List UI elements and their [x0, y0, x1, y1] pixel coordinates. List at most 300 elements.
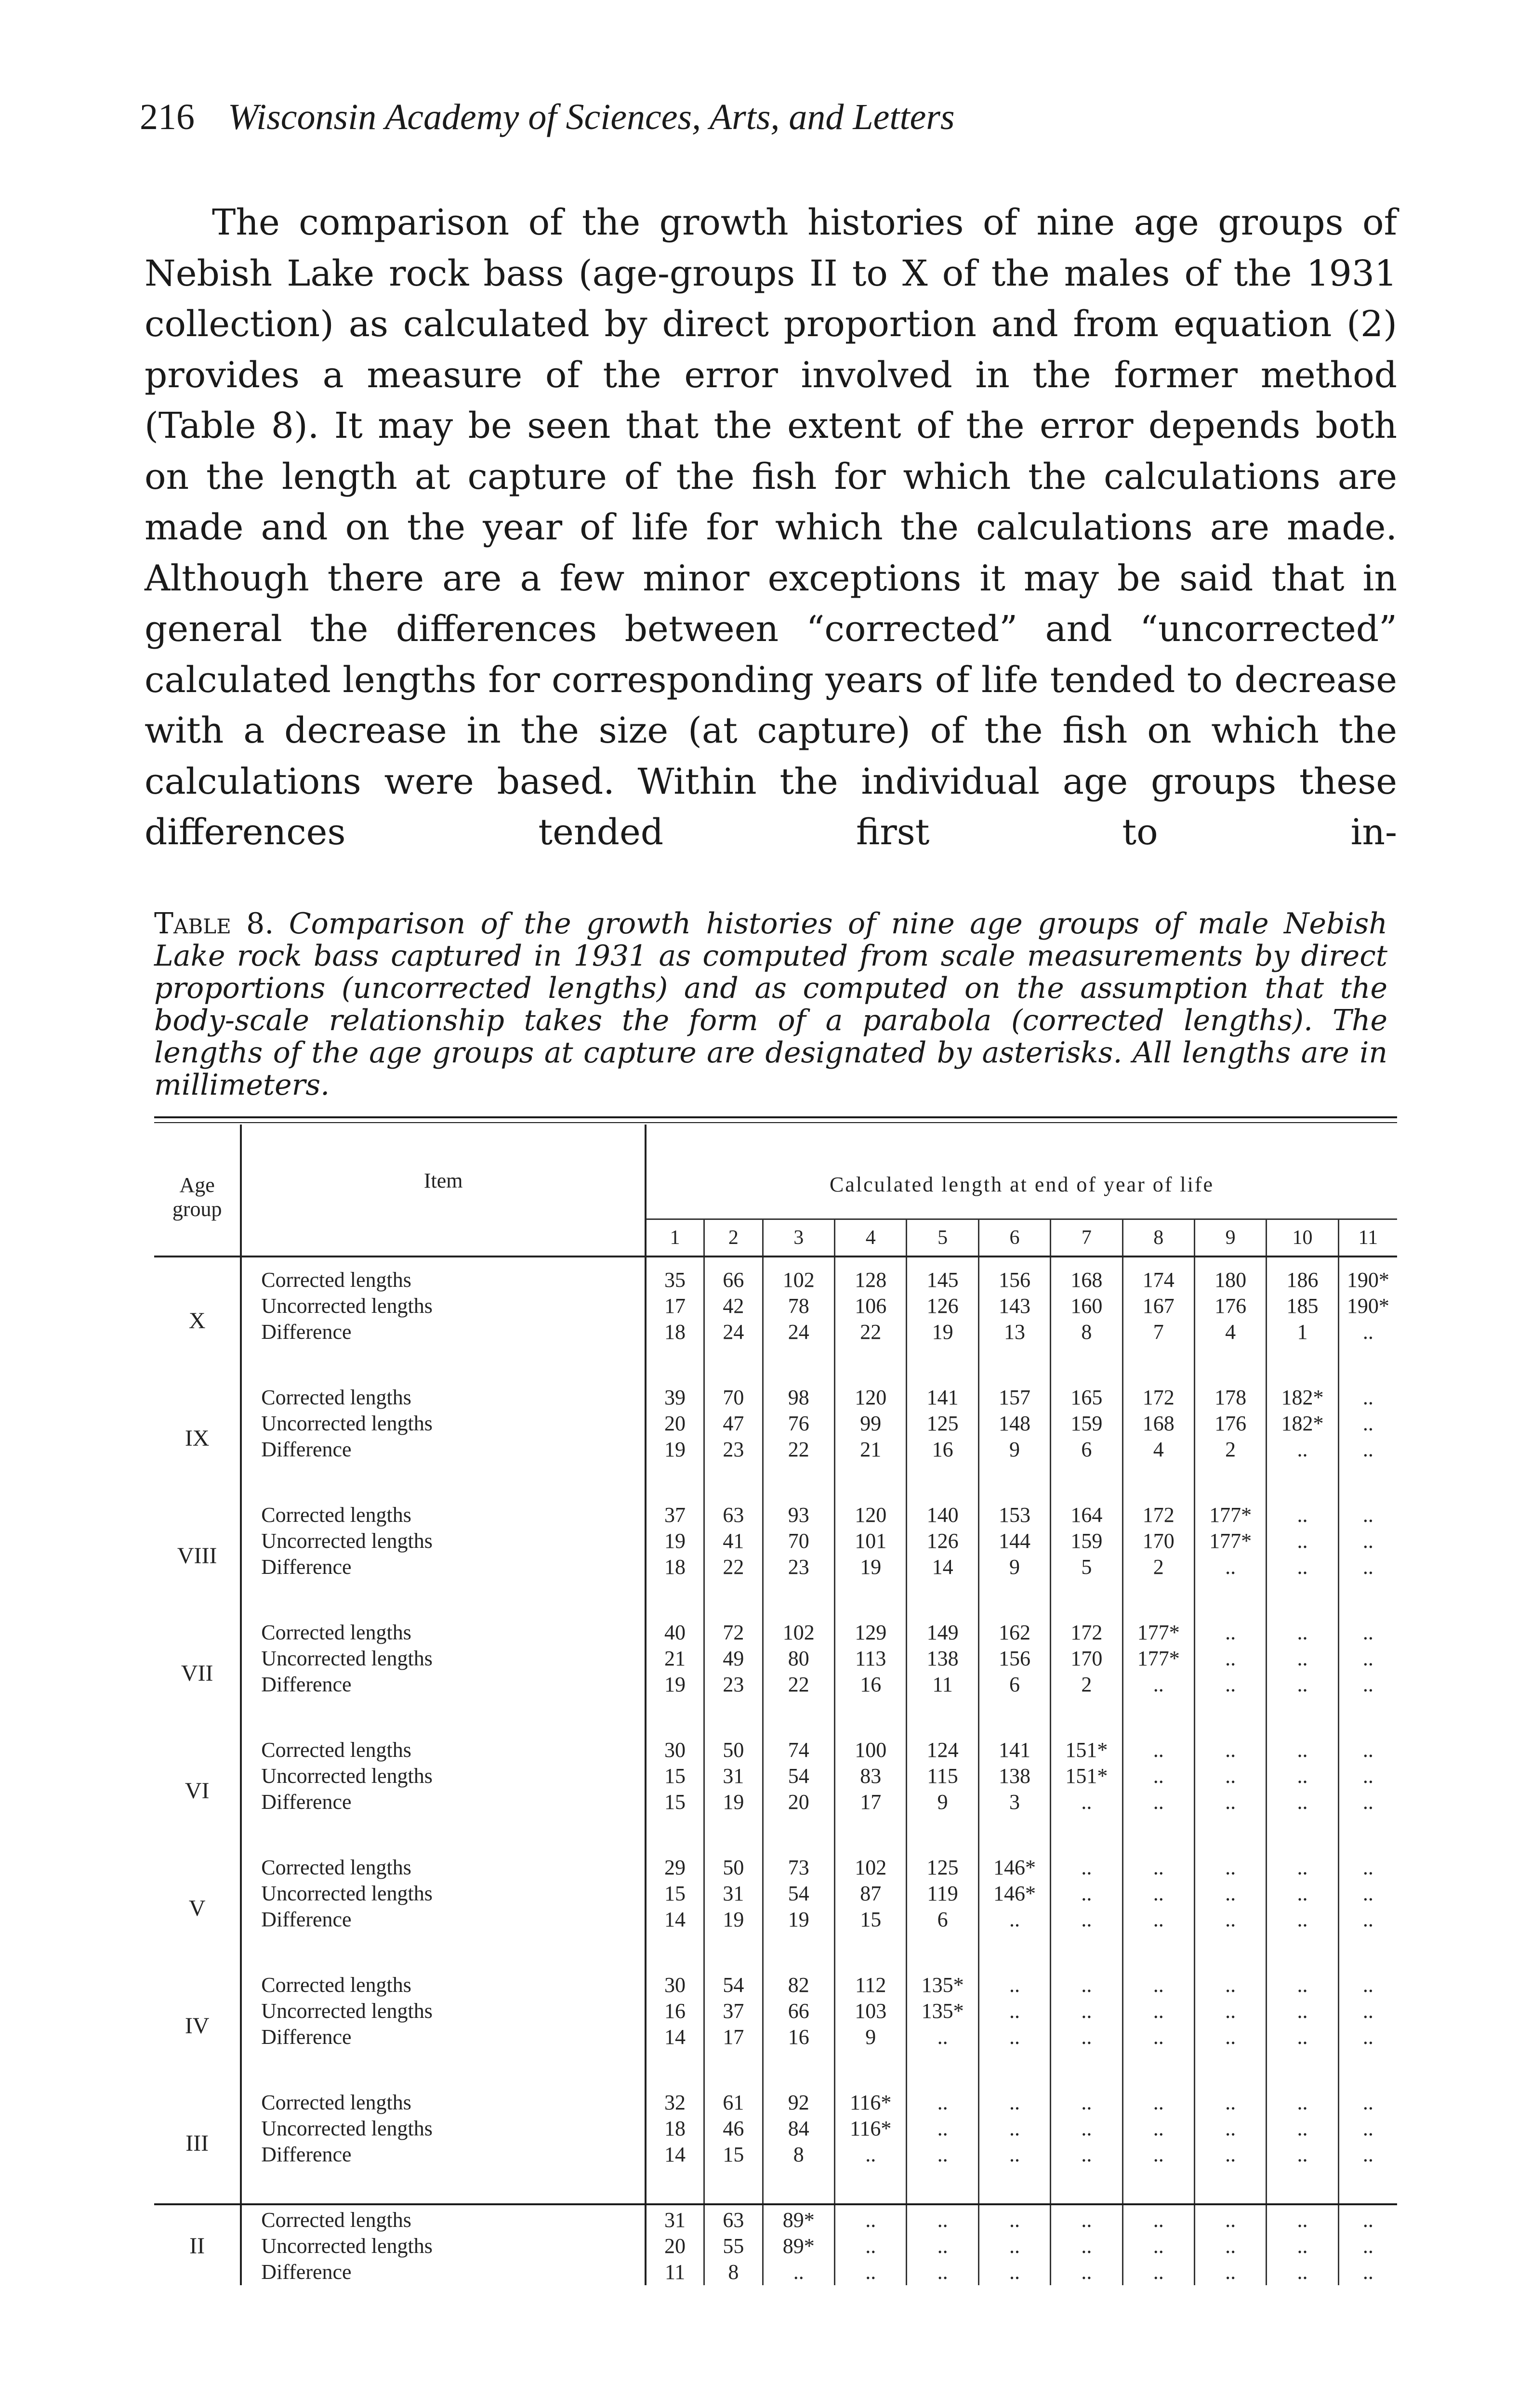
- length-value: 63: [704, 2198, 763, 2233]
- length-value: ..: [1122, 2142, 1194, 2198]
- length-value: 74: [763, 1727, 834, 1763]
- length-value: 145: [907, 1256, 978, 1293]
- table-row: [154, 2259, 1397, 2285]
- item-label: Difference: [241, 1672, 646, 1727]
- length-value: ..: [1362, 1320, 1373, 1344]
- length-value: 7: [1122, 1319, 1194, 1375]
- length-value: ..: [1267, 1554, 1338, 1610]
- age-group-label: VII: [154, 1610, 241, 1727]
- item-label: Difference: [241, 1554, 646, 1610]
- length-value: 186: [1267, 1256, 1338, 1293]
- length-value: ..: [1362, 1882, 1373, 1905]
- length-value: 54: [704, 1963, 763, 1998]
- length-value: ..: [1122, 1907, 1194, 1963]
- length-value: ..: [1051, 2142, 1122, 2198]
- length-value: 73: [763, 1845, 834, 1881]
- length-value: ..: [1362, 2260, 1373, 2284]
- length-value: 18: [646, 2116, 704, 2142]
- length-value: 168: [1051, 1256, 1122, 1293]
- length-value: 170: [1122, 1528, 1194, 1554]
- length-value: ..: [1194, 2024, 1266, 2080]
- length-value: ..: [907, 2080, 978, 2116]
- length-value: 37: [704, 1998, 763, 2024]
- table-row: [154, 1881, 1397, 1907]
- table-row: [154, 1492, 1397, 1528]
- length-value: 72: [704, 1610, 763, 1646]
- length-value: 185: [1267, 1293, 1338, 1319]
- length-value: ..: [1122, 1727, 1194, 1763]
- length-value: ..: [978, 2116, 1050, 2142]
- length-value: ..: [1051, 2233, 1122, 2259]
- length-value: 172: [1122, 1375, 1194, 1411]
- length-value: ..: [1267, 1907, 1338, 1963]
- item-label: Uncorrected lengths: [241, 1881, 646, 1907]
- length-value: ..: [978, 2233, 1050, 2259]
- length-value: 49: [704, 1646, 763, 1672]
- length-value: ..: [1194, 1845, 1266, 1881]
- length-value: ..: [1267, 1881, 1338, 1907]
- length-value: ..: [1362, 1438, 1373, 1461]
- length-value: 23: [704, 1437, 763, 1492]
- length-value: 98: [763, 1375, 834, 1411]
- length-value: 24: [763, 1319, 834, 1375]
- length-value: 8: [1051, 1319, 1122, 1375]
- length-value: ..: [1267, 2116, 1338, 2142]
- length-value: 3: [978, 1789, 1050, 1845]
- length-value: ..: [978, 2259, 1050, 2285]
- length-value: 22: [763, 1672, 834, 1727]
- length-value: ..: [1267, 1998, 1338, 2024]
- length-value: 162: [978, 1610, 1050, 1646]
- length-value: 16: [835, 1672, 907, 1727]
- length-value: 17: [646, 1293, 704, 1319]
- length-value: ..: [1194, 2142, 1266, 2198]
- length-value: 102: [763, 1256, 834, 1293]
- length-value: 32: [646, 2080, 704, 2116]
- length-value: ..: [1194, 1907, 1266, 1963]
- length-value: ..: [1194, 1554, 1266, 1610]
- length-value: 176: [1194, 1411, 1266, 1437]
- length-value: 116*: [835, 2116, 907, 2142]
- length-value: 66: [704, 1256, 763, 1293]
- length-value: ..: [1051, 2024, 1122, 2080]
- item-label: Uncorrected lengths: [241, 1411, 646, 1437]
- length-value: 128: [835, 1256, 907, 1293]
- length-value: 177*: [1122, 1646, 1194, 1672]
- item-label: Corrected lengths: [241, 1845, 646, 1881]
- length-value: ..: [978, 1963, 1050, 1998]
- item-label: Difference: [241, 2259, 646, 2285]
- age-group-label: X: [154, 1256, 241, 1375]
- length-value: ..: [1051, 2080, 1122, 2116]
- length-value: 17: [704, 2024, 763, 2080]
- length-value: 141: [978, 1727, 1050, 1763]
- length-value: 168: [1122, 1411, 1194, 1437]
- length-value: 15: [646, 1763, 704, 1789]
- length-value: 125: [907, 1411, 978, 1437]
- length-value: 83: [835, 1763, 907, 1789]
- length-value: 8: [704, 2259, 763, 2285]
- length-value: 100: [835, 1727, 907, 1763]
- table-row: [154, 1610, 1397, 1646]
- length-value: 182*: [1267, 1375, 1338, 1411]
- length-value: 172: [1051, 1610, 1122, 1646]
- length-value: 37: [646, 1492, 704, 1528]
- length-value: 101: [835, 1528, 907, 1554]
- item-label: Uncorrected lengths: [241, 1763, 646, 1789]
- year-header-10: 10: [1267, 1219, 1338, 1257]
- length-value: 165: [1051, 1375, 1122, 1411]
- length-value: 156: [978, 1646, 1050, 1672]
- length-value: 61: [704, 2080, 763, 2116]
- length-value: 4: [1122, 1437, 1194, 1492]
- table-row: [154, 1528, 1397, 1554]
- length-value: ..: [1051, 1963, 1122, 1998]
- length-value: ..: [1122, 1672, 1194, 1727]
- length-value: 157: [978, 1375, 1050, 1411]
- length-value: 167: [1122, 1293, 1194, 1319]
- length-value: ..: [835, 2259, 907, 2285]
- year-header-9: 9: [1194, 1219, 1266, 1257]
- length-value: 164: [1051, 1492, 1122, 1528]
- length-value: 177*: [1194, 1492, 1266, 1528]
- length-value: ..: [1122, 2116, 1194, 2142]
- table-row: [154, 1293, 1397, 1319]
- length-value: 135*: [907, 1963, 978, 1998]
- length-value: ..: [1194, 2116, 1266, 2142]
- length-value: ..: [835, 2142, 907, 2198]
- length-value: ..: [1267, 1610, 1338, 1646]
- length-value: 138: [907, 1646, 978, 1672]
- length-value: 103: [835, 1998, 907, 2024]
- length-value: 19: [835, 1554, 907, 1610]
- length-value: 19: [646, 1528, 704, 1554]
- length-value: 19: [704, 1907, 763, 1963]
- length-value: 70: [704, 1375, 763, 1411]
- length-value: ..: [1194, 1610, 1266, 1646]
- length-value: 112: [835, 1963, 907, 1998]
- length-value: 14: [646, 2142, 704, 2198]
- length-value: ..: [1362, 1764, 1373, 1788]
- length-value: ..: [1051, 1881, 1122, 1907]
- table-row: [154, 1437, 1397, 1492]
- length-value: ..: [1362, 2091, 1373, 2114]
- length-value: ..: [907, 2259, 978, 2285]
- item-label: Uncorrected lengths: [241, 1646, 646, 1672]
- length-value: ..: [1122, 2024, 1194, 2080]
- length-value: ..: [1267, 2198, 1338, 2233]
- length-value: 93: [763, 1492, 834, 1528]
- length-value: 144: [978, 1528, 1050, 1554]
- item-label: Corrected lengths: [241, 1963, 646, 1998]
- length-value: 102: [763, 1610, 834, 1646]
- length-value: 22: [704, 1554, 763, 1610]
- length-value: 4: [1194, 1319, 1266, 1375]
- length-value: 21: [646, 1646, 704, 1672]
- age-group-label: II: [154, 2198, 241, 2285]
- length-value: 35: [646, 1256, 704, 1293]
- length-value: 11: [646, 2259, 704, 2285]
- length-value: 76: [763, 1411, 834, 1437]
- length-value: 153: [978, 1492, 1050, 1528]
- item-label: Difference: [241, 1319, 646, 1375]
- length-value: 11: [907, 1672, 978, 1727]
- item-label: Uncorrected lengths: [241, 2116, 646, 2142]
- length-value: 146*: [978, 1845, 1050, 1881]
- length-value: 9: [907, 1789, 978, 1845]
- length-value: 177*: [1122, 1610, 1194, 1646]
- length-value: 46: [704, 2116, 763, 2142]
- table-row: [154, 2142, 1397, 2198]
- length-value: ..: [1194, 2259, 1266, 2285]
- length-value: 143: [978, 1293, 1050, 1319]
- length-value: ..: [1362, 1647, 1373, 1670]
- item-label: Corrected lengths: [241, 1256, 646, 1293]
- year-header-6: 6: [978, 1219, 1050, 1257]
- length-value: 29: [646, 1845, 704, 1881]
- length-value: ..: [1051, 2259, 1122, 2285]
- length-value: ..: [1194, 1963, 1266, 1998]
- length-value: ..: [1362, 1529, 1373, 1553]
- length-value: 113: [835, 1646, 907, 1672]
- length-value: ..: [1122, 1998, 1194, 2024]
- length-value: 15: [835, 1907, 907, 1963]
- table-row: [154, 2080, 1397, 2116]
- item-label: Uncorrected lengths: [241, 1528, 646, 1554]
- length-value: 9: [835, 2024, 907, 2080]
- length-value: 47: [704, 1411, 763, 1437]
- length-value: ..: [1267, 1845, 1338, 1881]
- age-group-label: VI: [154, 1727, 241, 1845]
- calculated-length-header: Calculated length at end of year of life: [646, 1125, 1397, 1219]
- length-value: 50: [704, 1727, 763, 1763]
- length-value: ..: [1362, 1973, 1373, 1997]
- length-value: ..: [1267, 1672, 1338, 1727]
- length-value: 6: [978, 1672, 1050, 1727]
- length-value: 182*: [1267, 1411, 1338, 1437]
- length-value: 84: [763, 2116, 834, 2142]
- length-value: 16: [763, 2024, 834, 2080]
- length-value: 2: [1051, 1672, 1122, 1727]
- length-value: ..: [1267, 1789, 1338, 1845]
- length-value: ..: [1194, 2233, 1266, 2259]
- length-value: ..: [1267, 1437, 1338, 1492]
- length-value: 82: [763, 1963, 834, 1998]
- length-value: ..: [1122, 2233, 1194, 2259]
- item-label: Difference: [241, 1789, 646, 1845]
- table-top-rule-inner: [154, 1122, 1397, 1123]
- length-value: ..: [1194, 1789, 1266, 1845]
- length-value: 2: [1194, 1437, 1266, 1492]
- length-value: ..: [1362, 2117, 1373, 2140]
- length-value: 102: [835, 1845, 907, 1881]
- item-label: Corrected lengths: [241, 1610, 646, 1646]
- length-value: ..: [978, 1998, 1050, 2024]
- length-value: ..: [1194, 1646, 1266, 1672]
- length-value: 124: [907, 1727, 978, 1763]
- age-group-label: VIII: [154, 1492, 241, 1610]
- length-value: ..: [1362, 1673, 1373, 1696]
- length-value: 15: [704, 2142, 763, 2198]
- length-value: ..: [1362, 1738, 1373, 1762]
- length-value: ..: [1267, 2142, 1338, 2198]
- length-value: ..: [1122, 1845, 1194, 1881]
- length-value: ..: [1194, 1998, 1266, 2024]
- length-value: 39: [646, 1375, 704, 1411]
- length-value: 141: [907, 1375, 978, 1411]
- length-value: 24: [704, 1319, 763, 1375]
- item-label: Corrected lengths: [241, 1492, 646, 1528]
- item-label: Uncorrected lengths: [241, 1293, 646, 1319]
- length-value: ..: [1051, 2116, 1122, 2142]
- table-row: [154, 1554, 1397, 1610]
- age-group-header: Age group: [154, 1125, 241, 1256]
- length-value: 23: [763, 1554, 834, 1610]
- length-value: 6: [1051, 1437, 1122, 1492]
- length-value: ..: [1122, 1789, 1194, 1845]
- length-value: 159: [1051, 1528, 1122, 1554]
- length-value: 15: [646, 1881, 704, 1907]
- length-value: 40: [646, 1610, 704, 1646]
- length-value: 156: [978, 1256, 1050, 1293]
- length-value: ..: [1267, 2024, 1338, 2080]
- length-value: 15: [646, 1789, 704, 1845]
- length-value: ..: [1362, 1621, 1373, 1644]
- length-value: ..: [1122, 2080, 1194, 2116]
- length-value: 125: [907, 1845, 978, 1881]
- length-value: 126: [907, 1528, 978, 1554]
- length-value: 120: [835, 1375, 907, 1411]
- item-label: Uncorrected lengths: [241, 2233, 646, 2259]
- length-value: 170: [1051, 1646, 1122, 1672]
- body-paragraph: The comparison of the growth histories of nine age groups of Nebish Lake rock bass (age-groups II to X of the males of the 1931 collection) as calculated by direct proportion and from equation (2) provides a measure of the error involved in the former method (Table 8). It may be seen that the extent of the error depends both on the length at capture of the fish for which the calculations are made and on the year of life for which the calculations are made. Although there are a few minor exceptions it may be said that in general the differences between “corrected” and “uncorrected” calculated lengths for corresponding years of life tended to decrease with a decrease in the size (at capture) of the fish on which the calculations were based. Within the individual age groups these differences tended first to in-: [145, 202, 1397, 853]
- year-header-5: 5: [907, 1219, 978, 1257]
- length-value: 31: [704, 1763, 763, 1789]
- length-value: ..: [1267, 1727, 1338, 1763]
- length-value: 190*: [1346, 1268, 1389, 1292]
- length-value: ..: [1051, 1789, 1122, 1845]
- length-value: 89*: [763, 2233, 834, 2259]
- length-value: 22: [835, 1319, 907, 1375]
- running-title: Wisconsin Academy of Sciences, Arts, and Letters: [228, 97, 955, 137]
- length-value: 22: [763, 1437, 834, 1492]
- length-value: ..: [1267, 1963, 1338, 1998]
- length-value: 14: [646, 1907, 704, 1963]
- length-value: 13: [978, 1319, 1050, 1375]
- length-value: 20: [646, 1411, 704, 1437]
- table-row: [154, 1789, 1397, 1845]
- length-value: 9: [978, 1437, 1050, 1492]
- length-value: ..: [1194, 2080, 1266, 2116]
- length-value: ..: [1362, 1386, 1373, 1409]
- length-value: 14: [907, 1554, 978, 1610]
- length-value: ..: [978, 2024, 1050, 2080]
- age-group-label: III: [154, 2080, 241, 2198]
- length-value: 50: [704, 1845, 763, 1881]
- item-label: Difference: [241, 1907, 646, 1963]
- item-label: Difference: [241, 1437, 646, 1492]
- length-value: 159: [1051, 1411, 1122, 1437]
- table-row: [154, 1727, 1397, 1763]
- length-value: ..: [1194, 1672, 1266, 1727]
- length-value: ..: [1122, 2259, 1194, 2285]
- length-value: ..: [1194, 1763, 1266, 1789]
- length-value: ..: [1267, 2259, 1338, 2285]
- length-value: ..: [907, 2142, 978, 2198]
- length-value: ..: [1267, 2080, 1338, 2116]
- length-value: ..: [835, 2233, 907, 2259]
- length-value: 19: [907, 1319, 978, 1375]
- length-value: 178: [1194, 1375, 1266, 1411]
- table-bottom-rule: [154, 2203, 1397, 2205]
- length-value: 115: [907, 1763, 978, 1789]
- table-row: [154, 1763, 1397, 1789]
- table-row: [154, 1845, 1397, 1881]
- length-value: 160: [1051, 1293, 1122, 1319]
- length-value: ..: [1194, 1881, 1266, 1907]
- length-value: 140: [907, 1492, 978, 1528]
- item-header: Item: [241, 1125, 646, 1256]
- length-value: ..: [1267, 1763, 1338, 1789]
- page-number: 216: [140, 97, 195, 137]
- page-header: [140, 96, 1402, 138]
- length-value: ..: [1362, 2208, 1373, 2232]
- length-value: ..: [978, 2142, 1050, 2198]
- age-group-label: IX: [154, 1375, 241, 1492]
- length-value: 176: [1194, 1293, 1266, 1319]
- length-value: 1: [1267, 1319, 1338, 1375]
- length-value: 16: [907, 1437, 978, 1492]
- length-value: 16: [646, 1998, 704, 2024]
- year-header-8: 8: [1122, 1219, 1194, 1257]
- length-value: 146*: [978, 1881, 1050, 1907]
- table-row: [154, 1646, 1397, 1672]
- length-value: 54: [763, 1881, 834, 1907]
- table-body: [154, 1256, 1397, 2285]
- length-value: 180: [1194, 1256, 1266, 1293]
- length-value: ..: [763, 2259, 834, 2285]
- length-value: 190*: [1346, 1294, 1389, 1318]
- table-row: [154, 1375, 1397, 1411]
- length-value: 78: [763, 1293, 834, 1319]
- length-value: 54: [763, 1763, 834, 1789]
- length-value: 21: [835, 1437, 907, 1492]
- length-value: 19: [646, 1672, 704, 1727]
- length-value: 151*: [1051, 1763, 1122, 1789]
- length-value: ..: [1267, 1528, 1338, 1554]
- length-value: 5: [1051, 1554, 1122, 1610]
- table-row: [154, 1256, 1397, 1293]
- length-value: ..: [1362, 1908, 1373, 1931]
- length-value: 89*: [763, 2198, 834, 2233]
- table-row: [154, 1907, 1397, 1963]
- length-value: ..: [1051, 2198, 1122, 2233]
- length-value: 129: [835, 1610, 907, 1646]
- length-value: 120: [835, 1492, 907, 1528]
- length-value: ..: [1362, 1790, 1373, 1814]
- year-header-2: 2: [704, 1219, 763, 1257]
- length-value: 20: [646, 2233, 704, 2259]
- length-value: ..: [1362, 2234, 1373, 2258]
- table-row: [154, 1963, 1397, 1998]
- length-value: ..: [1362, 2025, 1373, 2049]
- year-header-7: 7: [1051, 1219, 1122, 1257]
- length-value: ..: [1362, 2143, 1373, 2166]
- table-caption: [154, 908, 1387, 1101]
- length-value: 148: [978, 1411, 1050, 1437]
- year-header-11: 11: [1338, 1219, 1397, 1257]
- length-value: ..: [1122, 1963, 1194, 1998]
